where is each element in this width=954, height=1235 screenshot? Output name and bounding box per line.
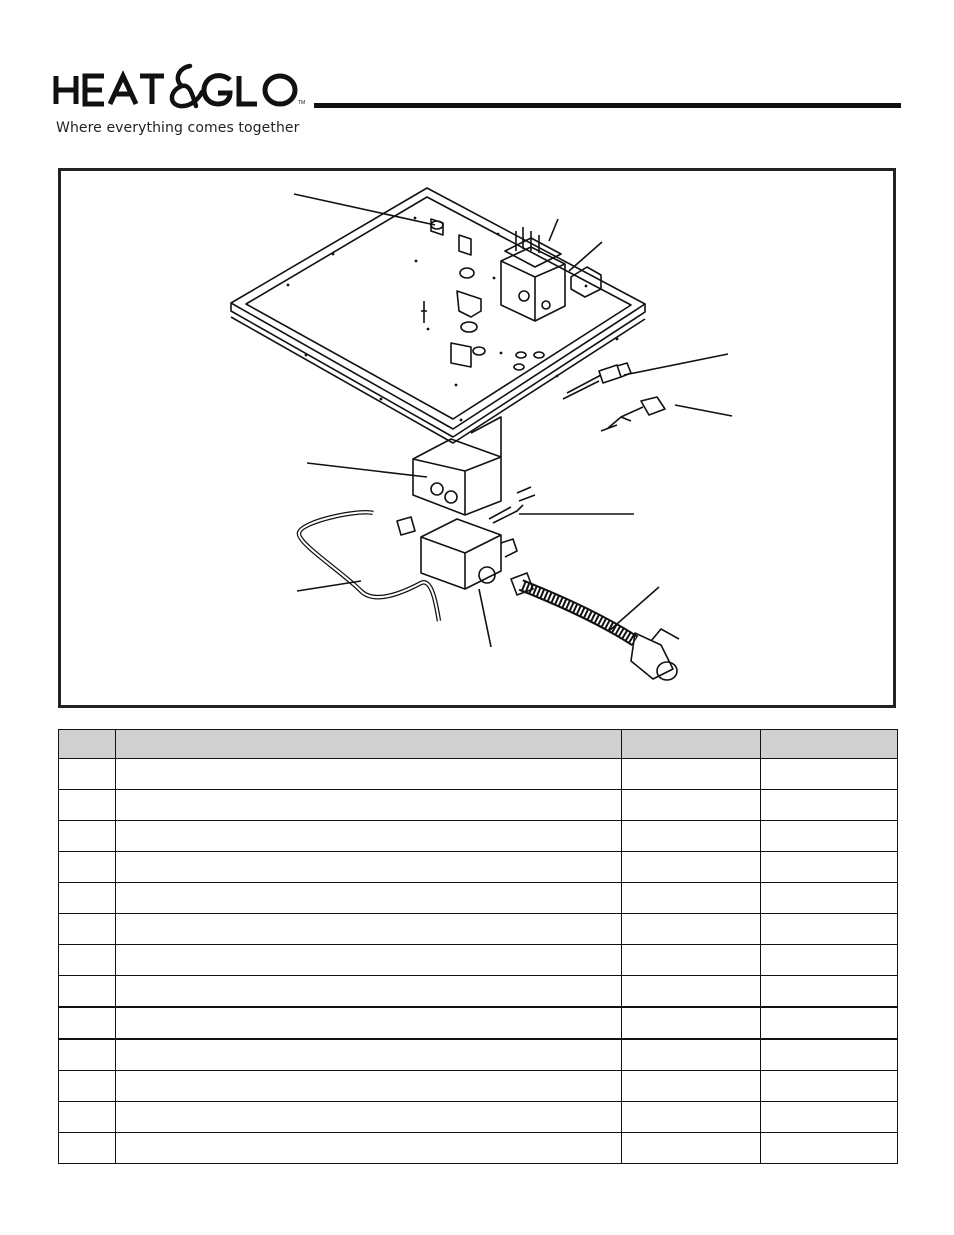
header-rule [314,103,901,108]
cell [622,852,761,883]
table-row [59,1007,898,1039]
page-header [0,0,954,150]
cell [116,914,622,945]
table-row [59,1071,898,1102]
cell [761,1007,898,1039]
cell [59,821,116,852]
col-header-part-number [622,730,761,759]
cell [59,790,116,821]
cell [622,1039,761,1071]
cell [116,883,622,914]
cell [59,852,116,883]
cell [761,1071,898,1102]
cell [622,1133,761,1164]
cell [622,821,761,852]
cell [116,852,622,883]
cell [622,1071,761,1102]
table-row [59,1102,898,1133]
cell [622,759,761,790]
cell [59,1133,116,1164]
table-row [59,821,898,852]
col-header-description [116,730,622,759]
cell [59,883,116,914]
cell [116,1039,622,1071]
table-row [59,945,898,976]
brand-tagline: Where everything comes together [56,120,300,136]
cell [59,1071,116,1102]
cell [622,976,761,1008]
cell [59,1007,116,1039]
table-row [59,852,898,883]
table-row [59,759,898,790]
cell [761,883,898,914]
cell [59,976,116,1008]
col-header-item [59,730,116,759]
cell [622,883,761,914]
cell [116,821,622,852]
table-row [59,976,898,1008]
cell [116,790,622,821]
cell [622,1007,761,1039]
table-row [59,883,898,914]
cell [59,759,116,790]
table-row [59,1039,898,1071]
diagram-drawing [61,171,893,705]
cell [116,759,622,790]
cell [622,790,761,821]
cell [116,976,622,1008]
cell [59,1102,116,1133]
heat-and-glo-logo [52,60,312,112]
cell [761,759,898,790]
col-header-price [761,730,898,759]
cell [761,945,898,976]
cell [59,914,116,945]
cell [761,852,898,883]
cell [59,945,116,976]
cell [59,1039,116,1071]
cell [116,945,622,976]
svg-text:TM: TM [298,100,306,106]
cell [116,1007,622,1039]
cell [761,790,898,821]
cell [761,1102,898,1133]
cell [761,821,898,852]
table-row [59,1133,898,1164]
table-header-row [59,730,898,759]
table-row [59,914,898,945]
cell [761,976,898,1008]
cell [761,1039,898,1071]
cell [116,1133,622,1164]
cell [116,1071,622,1102]
cell [622,945,761,976]
cell [761,914,898,945]
parts-list-table [58,729,898,1164]
cell [622,1102,761,1133]
cell [761,1133,898,1164]
cell [622,914,761,945]
cell [116,1102,622,1133]
table-row [59,790,898,821]
exploded-parts-diagram [58,168,896,708]
